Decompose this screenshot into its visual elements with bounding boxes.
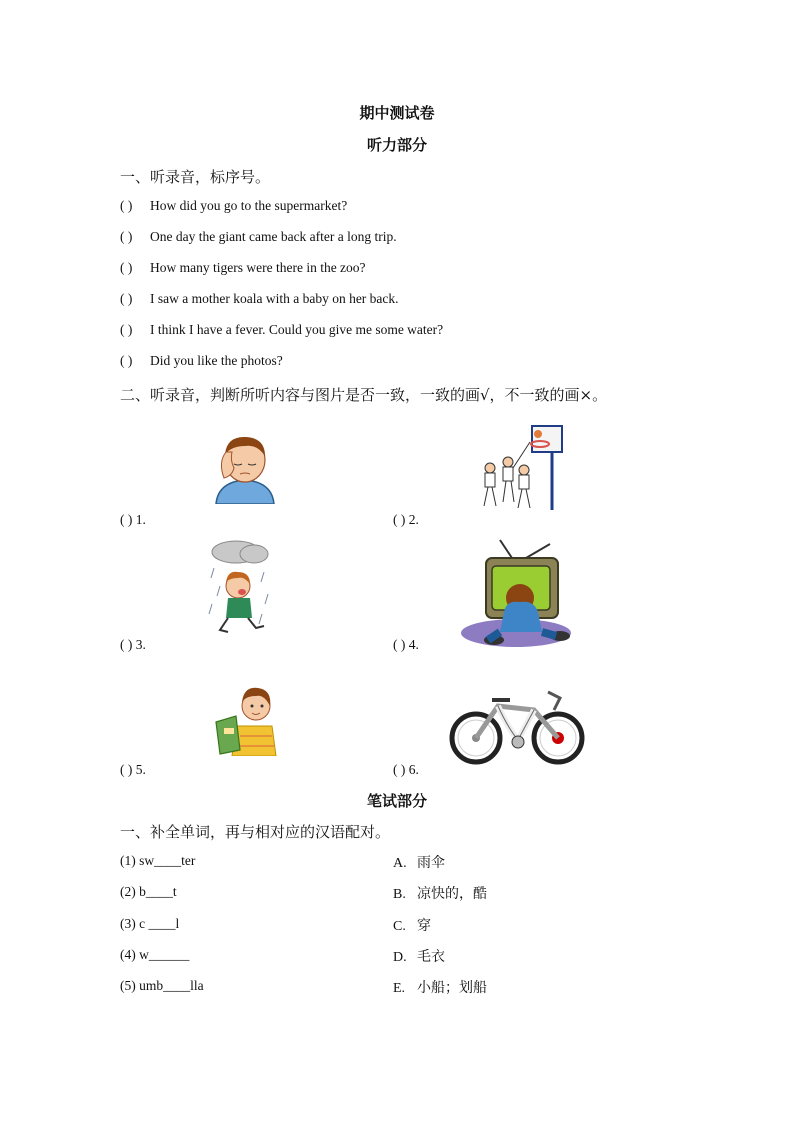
word-item-2[interactable]: (2) b____t	[120, 884, 177, 899]
listening-item-2: ( ) One day the giant came back after a long trip.	[120, 229, 397, 244]
answer-paren[interactable]: ( )	[120, 353, 133, 368]
answer-paren[interactable]: ( )	[120, 291, 133, 306]
picture-label-5[interactable]: ( ) 5.	[120, 762, 146, 777]
listening-section-title: 听力部分	[366, 136, 427, 154]
writing-part1-heading: 一、补全单词，再与相对应的汉语配对。	[120, 823, 391, 841]
listening-part1-heading: 一、听录音，标序号。	[120, 168, 271, 186]
picture-label-3[interactable]: ( ) 3.	[120, 637, 146, 652]
listening-part2-heading: 二、听录音，判断所听内容与图片是否一致，一致的画√，不一致的画×。	[120, 386, 608, 404]
picture-label-6[interactable]: ( ) 6.	[393, 762, 419, 777]
answer-option-e: E. 小船；划船	[393, 980, 487, 996]
answer-paren[interactable]: ( )	[120, 229, 133, 244]
answer-option-b: B. 凉快的，酷	[393, 886, 487, 902]
listening-item-3: ( ) How many tigers were there in the zoo?	[120, 260, 366, 275]
reading-boy-icon	[214, 680, 278, 756]
word-item-4[interactable]: (4) w______	[120, 947, 190, 962]
answer-paren[interactable]: ( )	[120, 260, 133, 275]
answer-paren[interactable]: ( )	[120, 198, 133, 213]
word-item-3[interactable]: (3) c ____l	[120, 916, 180, 931]
listening-item-4: ( ) I saw a mother koala with a baby on her back.	[120, 291, 399, 306]
listening-item-1: ( ) How did you go to the supermarket?	[120, 198, 348, 213]
picture-label-4[interactable]: ( ) 4.	[393, 637, 419, 652]
basketball-icon	[476, 422, 568, 514]
word-item-5[interactable]: (5) umb____lla	[120, 978, 204, 993]
answer-option-a: A. 雨伞	[393, 855, 445, 871]
word-item-1[interactable]: (1) sw____ter	[120, 853, 196, 868]
answer-option-d: D. 毛衣	[393, 949, 445, 965]
sick-boy-icon	[212, 432, 278, 504]
page-title: 期中测试卷	[359, 104, 435, 122]
tv-boy-icon	[456, 536, 572, 650]
bicycle-icon	[448, 688, 586, 770]
rain-boy-icon	[206, 538, 272, 636]
picture-label-1[interactable]: ( ) 1.	[120, 512, 146, 527]
answer-option-c: C. 穿	[393, 918, 431, 934]
listening-item-6: ( ) Did you like the photos?	[120, 353, 283, 368]
answer-paren[interactable]: ( )	[120, 322, 133, 337]
listening-item-5: ( ) I think I have a fever. Could you give me some water?	[120, 322, 444, 337]
writing-section-title: 笔试部分	[366, 792, 427, 810]
picture-label-2[interactable]: ( ) 2.	[393, 512, 419, 527]
